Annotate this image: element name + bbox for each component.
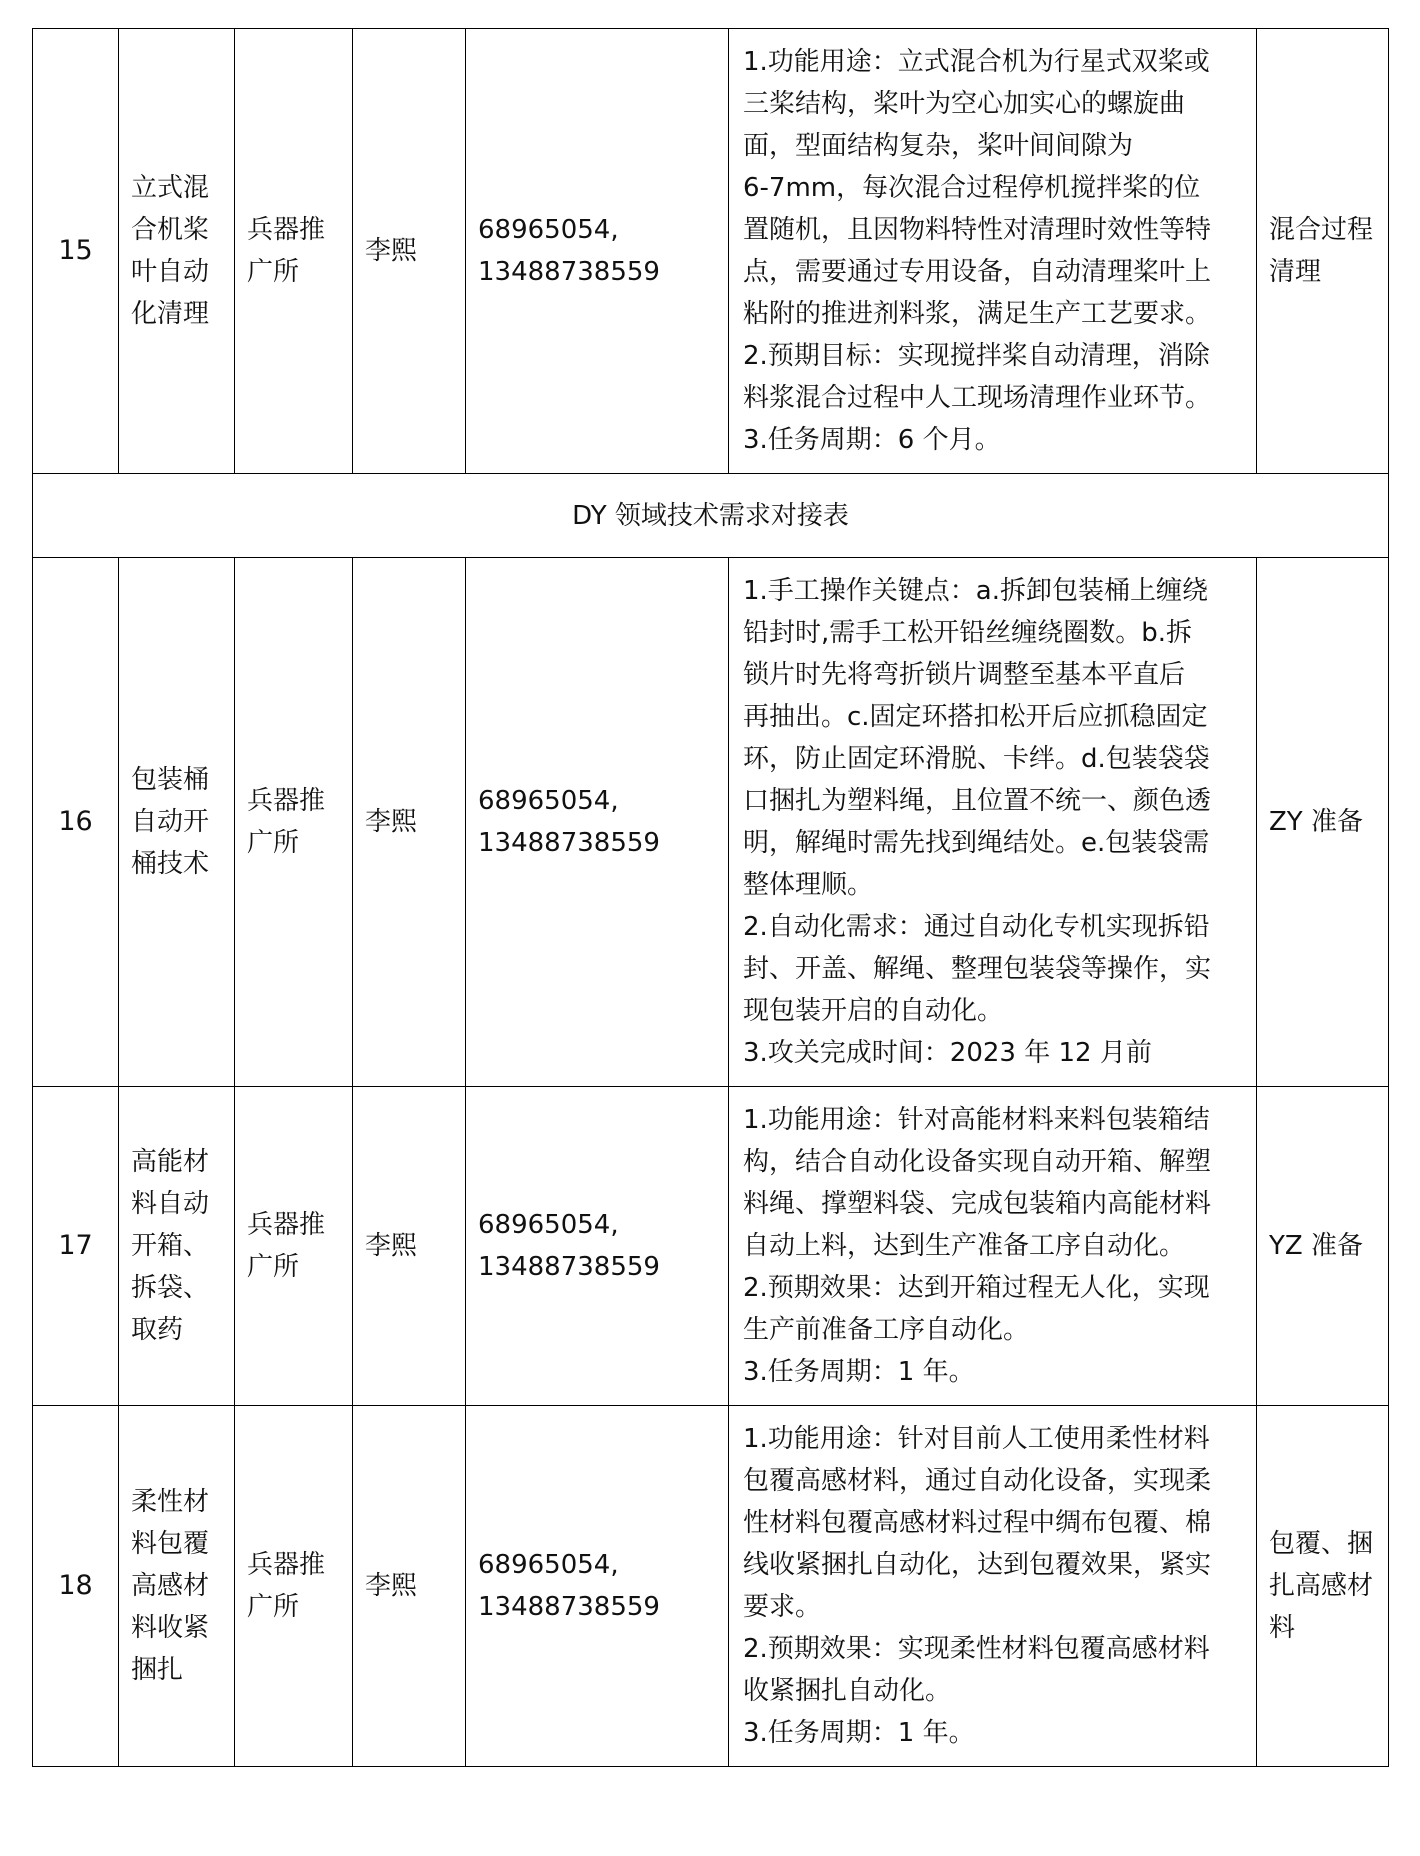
project-name (119, 29, 235, 474)
section-header: DY 领域技术需求对接表 (33, 474, 1389, 558)
text-line: 扎高感材 (1269, 1571, 1374, 1601)
text-line: 立式混 (131, 173, 210, 203)
row-number: 16 (33, 558, 119, 1087)
organization (235, 1087, 353, 1406)
requirement-description (729, 1406, 1257, 1767)
text-line: 3.攻关完成时间：2023 年 12 月前 (743, 1038, 1152, 1068)
text-line: 高能材 (131, 1147, 210, 1177)
contact-person: 李熙 (353, 1406, 466, 1767)
row-number: 18 (33, 1406, 119, 1767)
text-line: 2.预期目标：实现搅拌桨自动清理，消除 (743, 341, 1210, 371)
table-row (33, 1087, 1389, 1406)
text-line: 环，防止固定环滑脱、卡绊。d.包装袋袋 (743, 744, 1210, 774)
organization (235, 558, 353, 1087)
section-header-row (33, 474, 1389, 558)
text-line: 叶自动 (131, 257, 210, 287)
text-line: 包装桶 (131, 765, 210, 795)
text-line: 兵器推 (247, 215, 326, 245)
text-line: 粘附的推进剂料浆，满足生产工艺要求。 (743, 299, 1212, 329)
text-line: 构，结合自动化设备实现自动开箱、解塑 (743, 1147, 1212, 1177)
contact-phone (466, 558, 729, 1087)
text-line: 封、开盖、解绳、整理包装袋等操作，实 (743, 954, 1212, 984)
text-line: 包覆高感材料，通过自动化设备，实现柔 (743, 1466, 1212, 1496)
text-line: 兵器推 (247, 1550, 326, 1580)
text-line: 置随机，且因物料特性对清理时效性等特 (743, 215, 1212, 245)
requirement-description (729, 29, 1257, 474)
text-line: 铅封时,需手工松开铅丝缠绕圈数。b.拆 (743, 618, 1193, 648)
organization (235, 1406, 353, 1767)
contact-phone (466, 1406, 729, 1767)
text-line: 68965054, (478, 1210, 619, 1240)
text-line: 料自动 (131, 1189, 210, 1219)
contact-phone (466, 29, 729, 474)
organization (235, 29, 353, 474)
text-line: 68965054, (478, 786, 619, 816)
text-line: 料包覆 (131, 1529, 210, 1559)
text-line: 化清理 (131, 299, 210, 329)
row-number: 17 (33, 1087, 119, 1406)
text-line: YZ 准备 (1269, 1231, 1363, 1261)
text-line: 自动上料，达到生产准备工序自动化。 (743, 1231, 1186, 1261)
text-line: 明，解绳时需先找到绳结处。e.包装袋需 (743, 828, 1210, 858)
table-row (33, 558, 1389, 1087)
text-line: 合机桨 (131, 215, 210, 245)
text-line: 面，型面结构复杂，桨叶间间隙为 (743, 131, 1134, 161)
text-line: 性材料包覆高感材料过程中绸布包覆、棉 (743, 1508, 1212, 1538)
text-line: 点，需要通过专用设备，自动清理桨叶上 (743, 257, 1212, 287)
text-line: 兵器推 (247, 1210, 326, 1240)
row-number: 15 (33, 29, 119, 474)
text-line: 三桨结构，桨叶为空心加实心的螺旋曲 (743, 89, 1186, 119)
text-line: 1.功能用途：立式混合机为行星式双桨或 (743, 47, 1210, 77)
text-line: 料浆混合过程中人工现场清理作业环节。 (743, 383, 1212, 413)
text-line: 6-7mm，每次混合过程停机搅拌桨的位 (743, 173, 1201, 203)
text-line: 13488738559 (478, 1252, 660, 1282)
text-line: 广所 (247, 257, 300, 287)
remark (1257, 1087, 1389, 1406)
contact-person: 李熙 (353, 558, 466, 1087)
text-line: 3.任务周期：1 年。 (743, 1357, 975, 1387)
text-line: 桶技术 (131, 849, 210, 879)
project-name (119, 1406, 235, 1767)
project-name (119, 558, 235, 1087)
text-line: 高感材 (131, 1571, 210, 1601)
text-line: 清理 (1269, 257, 1322, 287)
requirements-table-page (32, 28, 1388, 1767)
remark (1257, 1406, 1389, 1767)
text-line: 2.预期效果：达到开箱过程无人化，实现 (743, 1273, 1210, 1303)
text-line: 13488738559 (478, 1592, 660, 1622)
text-line: 混合过程 (1269, 215, 1374, 245)
text-line: 生产前准备工序自动化。 (743, 1315, 1030, 1345)
text-line: 开箱、 (131, 1231, 210, 1261)
requirements-table (32, 28, 1389, 1767)
text-line: 收紧捆扎自动化。 (743, 1676, 952, 1706)
text-line: 捆扎 (131, 1655, 184, 1685)
text-line: 口捆扎为塑料绳，且位置不统一、颜色透 (743, 786, 1212, 816)
remark (1257, 558, 1389, 1087)
text-line: 68965054, (478, 215, 619, 245)
text-line: 料绳、撑塑料袋、完成包装箱内高能材料 (743, 1189, 1212, 1219)
table-row (33, 1406, 1389, 1767)
project-name (119, 1087, 235, 1406)
text-line: 拆袋、 (131, 1273, 210, 1303)
contact-person: 李熙 (353, 1087, 466, 1406)
text-line: 2.预期效果：实现柔性材料包覆高感材料 (743, 1634, 1210, 1664)
text-line: 3.任务周期：1 年。 (743, 1718, 975, 1748)
contact-person: 李熙 (353, 29, 466, 474)
requirement-description (729, 558, 1257, 1087)
text-line: 兵器推 (247, 786, 326, 816)
text-line: 1.功能用途：针对目前人工使用柔性材料 (743, 1424, 1210, 1454)
text-line: 包覆、捆 (1269, 1529, 1374, 1559)
text-line: 自动开 (131, 807, 210, 837)
remark (1257, 29, 1389, 474)
text-line: 广所 (247, 1252, 300, 1282)
text-line: 柔性材 (131, 1487, 210, 1517)
text-line: 68965054, (478, 1550, 619, 1580)
requirement-description (729, 1087, 1257, 1406)
text-line: 料 (1269, 1613, 1296, 1643)
text-line: 1.功能用途：针对高能材料来料包装箱结 (743, 1105, 1210, 1135)
table-row (33, 29, 1389, 474)
text-line: 锁片时先将弯折锁片调整至基本平直后 (743, 660, 1186, 690)
text-line: 13488738559 (478, 828, 660, 858)
text-line: 1.手工操作关键点：a.拆卸包装桶上缠绕 (743, 576, 1209, 606)
text-line: 取药 (131, 1315, 184, 1345)
text-line: 要求。 (743, 1592, 822, 1622)
text-line: 3.任务周期：6 个月。 (743, 425, 1001, 455)
text-line: 线收紧捆扎自动化，达到包覆效果，紧实 (743, 1550, 1212, 1580)
contact-phone (466, 1087, 729, 1406)
text-line: 整体理顺。 (743, 870, 874, 900)
text-line: 广所 (247, 828, 300, 858)
text-line: 料收紧 (131, 1613, 210, 1643)
text-line: 再抽出。c.固定环搭扣松开后应抓稳固定 (743, 702, 1208, 732)
text-line: 2.自动化需求：通过自动化专机实现拆铅 (743, 912, 1210, 942)
text-line: ZY 准备 (1269, 807, 1363, 837)
text-line: 广所 (247, 1592, 300, 1622)
text-line: 现包装开启的自动化。 (743, 996, 1004, 1026)
text-line: 13488738559 (478, 257, 660, 287)
